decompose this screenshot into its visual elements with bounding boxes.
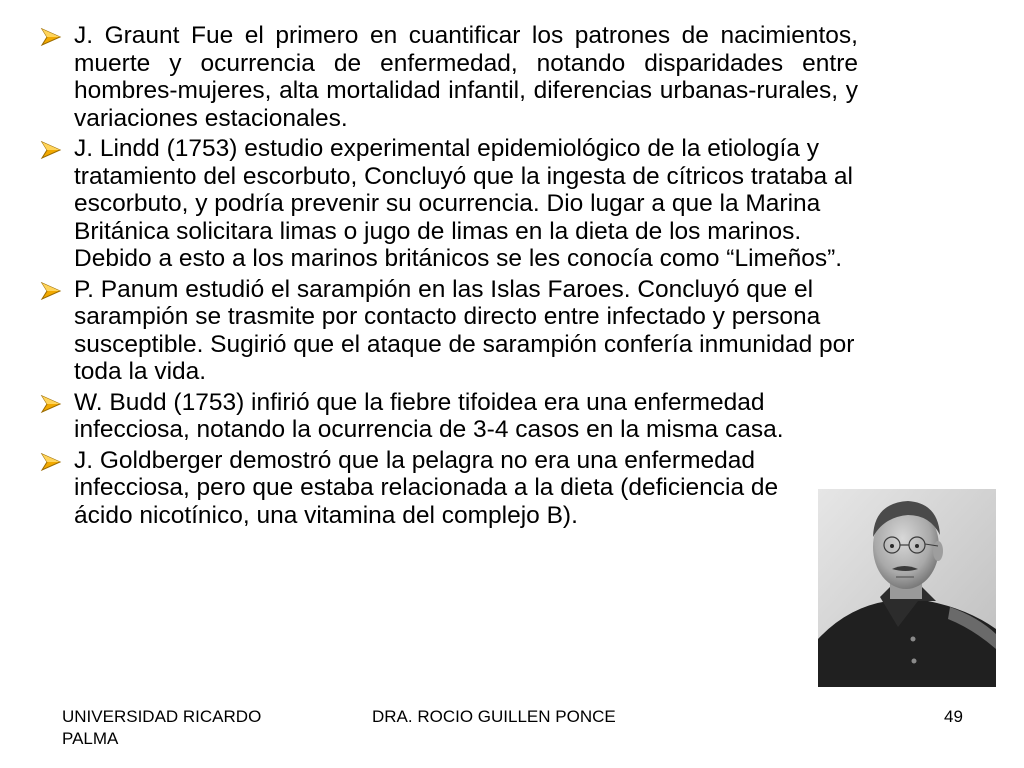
arrow-bullet-icon [40, 28, 62, 46]
portrait-photo [818, 489, 996, 687]
bullet-text: W. Budd (1753) infirió que la fiebre tifoidea era una enfermedad infecciosa, notando la ocurrencia de 3-4 casos en la misma casa. [74, 388, 784, 443]
arrow-bullet-icon [40, 453, 62, 471]
bullet-item-graunt [40, 22, 858, 132]
bullet-text: P. Panum estudió el sarampión en las Islas Faroes. Concluyó que el sarampión se trasmite por contacto directo entre infectado y persona susceptible. Sugirió que el ataque de sarampión confería inmunidad por toda la vida. [74, 275, 855, 385]
footer-institution: UNIVERSIDAD RICARDO PALMA [62, 707, 262, 748]
bullet-item-budd [40, 389, 834, 444]
arrow-bullet-icon [40, 395, 62, 413]
bullet-text: J. Lindd (1753) estudio experimental epidemiológico de la etiología y tratamiento del escorbuto, Concluyó que la ingesta de cítricos trataba al escorbuto, y podría prevenir su ocurrencia. Dio lugar a que la Marina Británica solicitara limas o jugo de limas en la dieta de los marinos. Debido a esto a los marinos británicos se les conocía como “Limeños”. [74, 135, 853, 272]
arrow-bullet-icon [40, 282, 62, 300]
arrow-bullet-icon [40, 141, 62, 159]
bullet-text: J. Graunt Fue el primero en cuantificar los patrones de nacimientos, muerte y ocurrencia de enfermedad, notando disparidades entre hombres-mujeres, alta mortalidad infantil, diferencias urbanas-rurales, y variaciones estacionales. [74, 22, 858, 132]
page-number: 49 [944, 707, 963, 726]
bullet-item-goldberger [40, 447, 834, 530]
bullet-list [40, 22, 858, 532]
bullet-item-lindd [40, 135, 858, 273]
bullet-text: J. Goldberger demostró que la pelagra no era una enfermedad infecciosa, pero que estaba relacionada a la dieta (deficiencia de ácido nicotínico, una vitamina del complejo B). [74, 446, 779, 529]
footer-author: DRA. ROCIO GUILLEN PONCE [372, 707, 616, 726]
bullet-item-panum [40, 276, 858, 386]
